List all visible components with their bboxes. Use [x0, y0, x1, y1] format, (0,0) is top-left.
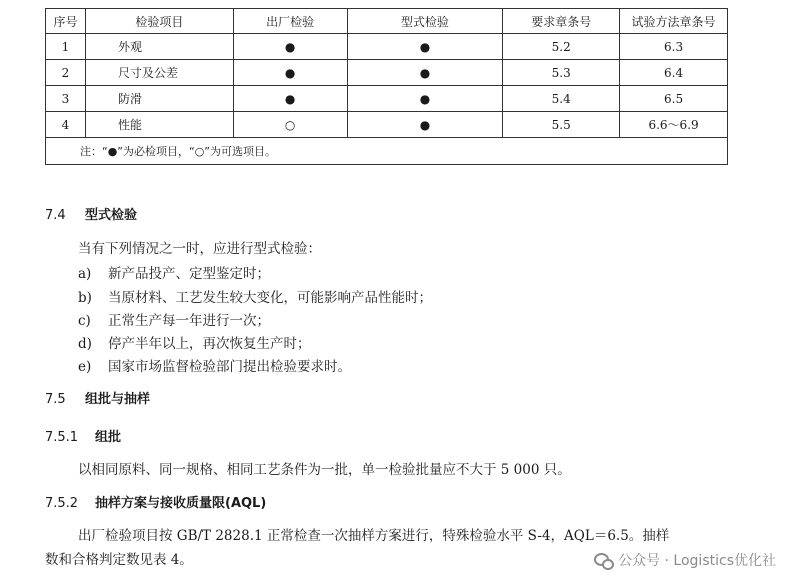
- list-item: [78, 332, 311, 352]
- section-7-5-1-heading: [45, 426, 121, 445]
- cell-factory: ●: [233, 60, 347, 86]
- list-text: 停产半年以上，再次恢复生产时；: [108, 336, 311, 352]
- list-marker: b): [78, 290, 92, 306]
- cell-factory: ○: [233, 112, 347, 138]
- section-7-4-intro: 当有下列情况之一时，应进行型式检验：: [78, 241, 321, 257]
- list-item: [78, 355, 351, 375]
- header-item: 检验项目: [85, 9, 233, 34]
- section-7-4-heading: [45, 204, 137, 223]
- cell-type: ●: [347, 34, 503, 60]
- cell-no: 1: [46, 34, 86, 60]
- section-7-5-1-text: 以相同原料、同一规格、相同工艺条件为一批，单一检验批量应不大于 5 000 只。: [78, 462, 571, 478]
- section-title: 型式检验: [85, 208, 138, 223]
- header-test-method-clause: 试验方法章条号: [620, 9, 728, 34]
- list-marker: a): [78, 266, 92, 282]
- cell-requirement: 5.4: [503, 86, 620, 112]
- cell-method: 6.3: [620, 34, 728, 60]
- cell-no: 2: [46, 60, 86, 86]
- list-text: 当原材料、工艺发生较大变化，可能影响产品性能时；: [108, 290, 432, 306]
- list-item: [78, 262, 270, 282]
- cell-item: 尺寸及公差: [85, 60, 233, 86]
- header-no: 序号: [46, 9, 86, 34]
- table-row: [46, 34, 728, 60]
- cell-item: 防滑: [85, 86, 233, 112]
- list-text: 国家市场监督检验部门提出检验要求时。: [108, 359, 351, 375]
- cell-item: 性能: [85, 112, 233, 138]
- table-row: [46, 60, 728, 86]
- cell-factory: ●: [233, 86, 347, 112]
- section-title: 组批与抽样: [85, 392, 151, 407]
- list-marker: e): [78, 359, 92, 375]
- cell-method: 6.4: [620, 60, 728, 86]
- list-item: [78, 286, 432, 306]
- section-7-5-2-text-line2: 数和合格判定数见表 4。: [45, 552, 193, 568]
- list-item: [78, 309, 270, 329]
- section-number: 7.4: [45, 208, 66, 223]
- header-type-inspection: 型式检验: [347, 9, 503, 34]
- cell-factory: ●: [233, 34, 347, 60]
- section-number: 7.5.1: [45, 430, 79, 445]
- cell-method: 6.5: [620, 86, 728, 112]
- cell-requirement: 5.2: [503, 34, 620, 60]
- watermark-text: 公众号 · Logistics优化社: [618, 553, 776, 569]
- inspection-items-table: [45, 8, 728, 165]
- list-marker: d): [78, 336, 92, 352]
- watermark: [590, 548, 780, 572]
- list-marker: c): [78, 313, 91, 329]
- list-text: 新产品投产、定型鉴定时；: [108, 266, 270, 282]
- wechat-icon: [594, 552, 612, 568]
- section-title: 抽样方案与接收质量限(AQL): [95, 496, 267, 511]
- section-7-5-2-heading: [45, 492, 266, 511]
- cell-item: 外观: [85, 34, 233, 60]
- table-note: 注：“●”为必检项目，“○”为可选项目。: [46, 138, 728, 165]
- list-text: 正常生产每一年进行一次；: [108, 313, 270, 329]
- cell-requirement: 5.5: [503, 112, 620, 138]
- header-factory-inspection: 出厂检验: [233, 9, 347, 34]
- section-7-5-2-text-line1: 出厂检验项目按 GB/T 2828.1 正常检查一次抽样方案进行，特殊检验水平 S-4，AQL＝6.5。抽样: [78, 528, 670, 544]
- cell-method: 6.6～6.9: [620, 112, 728, 138]
- table-row: [46, 112, 728, 138]
- header-requirement-clause: 要求章条号: [503, 9, 620, 34]
- cell-no: 4: [46, 112, 86, 138]
- cell-no: 3: [46, 86, 86, 112]
- section-number: 7.5: [45, 392, 66, 407]
- table-header-row: [46, 9, 728, 34]
- section-title: 组批: [95, 430, 122, 445]
- cell-type: ●: [347, 112, 503, 138]
- cell-requirement: 5.3: [503, 60, 620, 86]
- table-row: [46, 86, 728, 112]
- section-7-5-heading: [45, 388, 150, 407]
- section-number: 7.5.2: [45, 496, 79, 511]
- cell-type: ●: [347, 60, 503, 86]
- cell-type: ●: [347, 86, 503, 112]
- table-note-row: [46, 138, 728, 165]
